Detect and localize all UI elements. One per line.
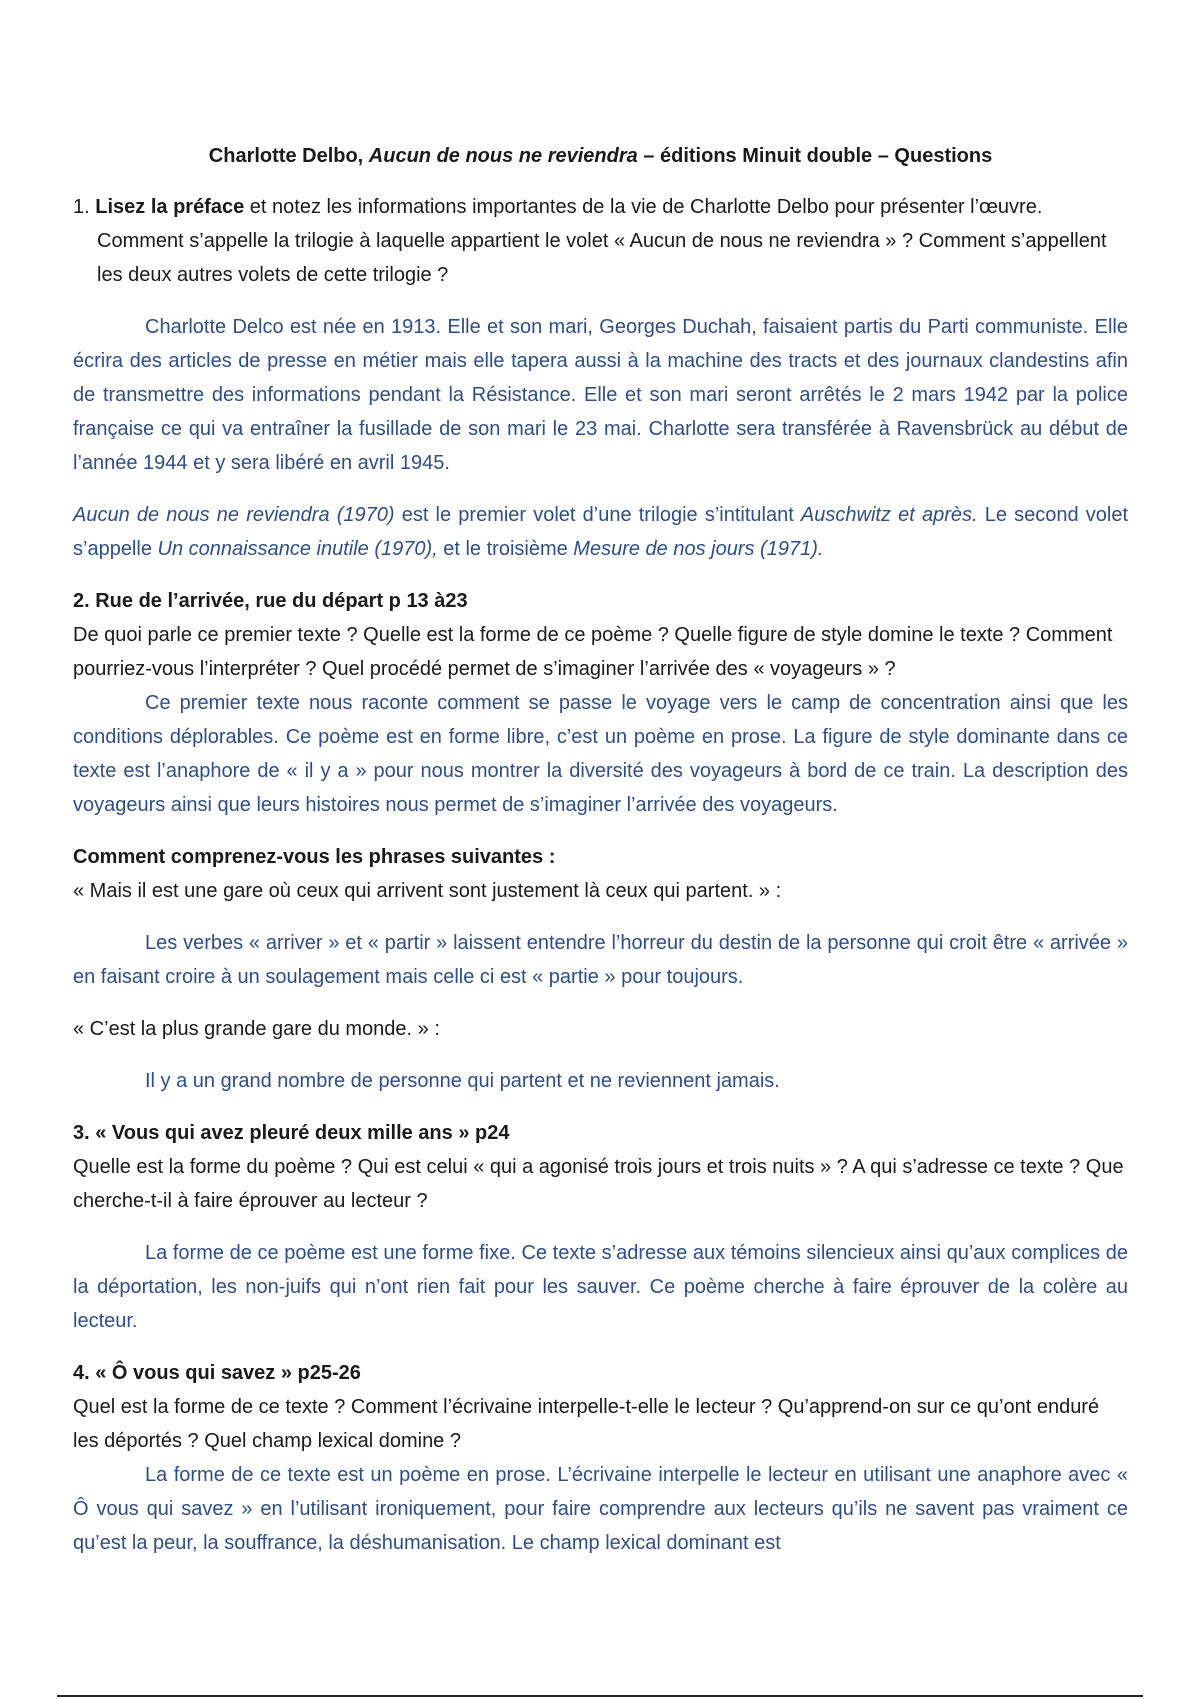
question-1-text: et notez les informations importantes de la vie de Charlotte Delbo pour présenter l’œuvre. Comment s’appelle la trilogie à laquelle appartient le volet « Aucun de nous ne reviendra » ? Comment s’appellent les deux autres volets de cette trilogie ? xyxy=(97,196,1107,286)
answer-1-italic-2: Auschwitz et après. xyxy=(800,504,978,526)
comment-answer-2: Il y a un grand nombre de personne qui partent et ne reviennent jamais. xyxy=(145,1070,780,1092)
answer-1-text-1: est le premier volet d’une trilogie s’intitulant xyxy=(394,504,801,526)
answer-2: Ce premier texte nous raconte comment se passe le voyage vers le camp de concentration ainsi que les conditions déplorables. Ce poème est en forme libre, c’est un poème en prose. La figure de style dominante dans ce texte est l’anaphore de « il y a » pour nous montrer la diversité des voyageurs à bord de ce train. La description des voyageurs ainsi que leurs histoires nous permet de s’imaginer l’arrivée des voyageurs. xyxy=(73,692,1128,816)
question-4-heading: 4. « Ô vous qui savez » p25-26 xyxy=(73,1362,361,1384)
answer-1-text-2: Le second volet s’appelle xyxy=(73,504,1129,560)
answer-1-italic-1: Aucun de nous ne reviendra (1970) xyxy=(73,504,395,526)
title-rest: – éditions Minuit double – Questions xyxy=(637,145,993,167)
comment-heading: Comment comprenez-vous les phrases suivantes : xyxy=(73,846,556,868)
question-3-text: Quelle est la forme du poème ? Qui est celui « qui a agonisé trois jours et trois nuits » ? A qui s’adresse ce texte ? Que cherche-t-il à faire éprouver au lecteur ? xyxy=(73,1156,1124,1212)
title-author: Charlotte Delbo, xyxy=(208,145,364,167)
answer-4: La forme de ce texte est un poème en prose. L’écrivaine interpelle le lecteur en utilisant une anaphore avec « Ô vous qui savez » en l’utilisant ironiquement, pour faire comprendre aux lecteurs qu’ils ne savent pas vraiment ce qu’est la peur, la souffrance, la déshumanisation. Le champ lexical dominant est xyxy=(73,1464,1128,1554)
question-1-number: 1. xyxy=(73,196,90,218)
answer-1-trilogy xyxy=(73,498,1128,566)
question-2-text: De quoi parle ce premier texte ? Quelle est la forme de ce poème ? Quelle figure de style domine le texte ? Comment pourriez-vous l’interpréter ? Quel procédé permet de s’imaginer l’arrivée des « voyageurs » ? xyxy=(73,624,1113,680)
comment-quote-1: « Mais il est une gare où ceux qui arrivent sont justement là ceux qui partent. » : xyxy=(73,880,782,902)
comment-quote-2: « C’est la plus grande gare du monde. » : xyxy=(73,1018,440,1040)
document-page xyxy=(73,145,1128,1560)
question-1-bold: Lisez la préface xyxy=(95,196,245,218)
question-3-heading: 3. « Vous qui avez pleuré deux mille ans » p24 xyxy=(73,1122,510,1144)
answer-1-italic-3: Un connaissance inutile (1970), xyxy=(157,538,438,560)
question-4-text: Quel est la forme de ce texte ? Comment l’écrivaine interpelle-t-elle le lecteur ? Qu’apprend-on sur ce qu’ont enduré les déportés ? Quel champ lexical domine ? xyxy=(73,1396,1100,1452)
answer-3: La forme de ce poème est une forme fixe. Ce texte s’adresse aux témoins silencieux ainsi qu’aux complices de la déportation, les non-juifs qui n’ont rien fait pour les sauver. Ce poème cherche à faire éprouver de la colère au lecteur. xyxy=(73,1242,1128,1332)
comment-answer-1: Les verbes « arriver » et « partir » laissent entendre l’horreur du destin de la personne qui croit être « arrivée » en faisant croire à un soulagement mais celle ci est « partie » pour toujours. xyxy=(73,932,1128,988)
question-1 xyxy=(73,190,1128,292)
answer-1-italic-4: Mesure de nos jours (1971). xyxy=(573,538,824,560)
answer-1-biography: Charlotte Delco est née en 1913. Elle et son mari, Georges Duchah, faisaient partis du Parti communiste. Elle écrira des articles de presse en métier mais elle tapera aussi à la machine des tracts et des journaux clandestins afin de transmettre des informations pendant la Résistance. Elle et son mari seront arrêtés le 2 mars 1942 par la police française ce qui va entraîner la fusillade de son mari le 23 mai. Charlotte sera transférée à Ravensbrück au début de l’année 1944 et y sera libéré en avril 1945. xyxy=(73,316,1128,474)
document-title xyxy=(73,145,1128,168)
bottom-rule xyxy=(57,1695,1143,1697)
title-work: Aucun de nous ne reviendra xyxy=(368,145,638,167)
answer-1-text-3: et le troisième xyxy=(437,538,574,560)
question-2-heading: 2. Rue de l’arrivée, rue du départ p 13 à23 xyxy=(73,590,468,612)
